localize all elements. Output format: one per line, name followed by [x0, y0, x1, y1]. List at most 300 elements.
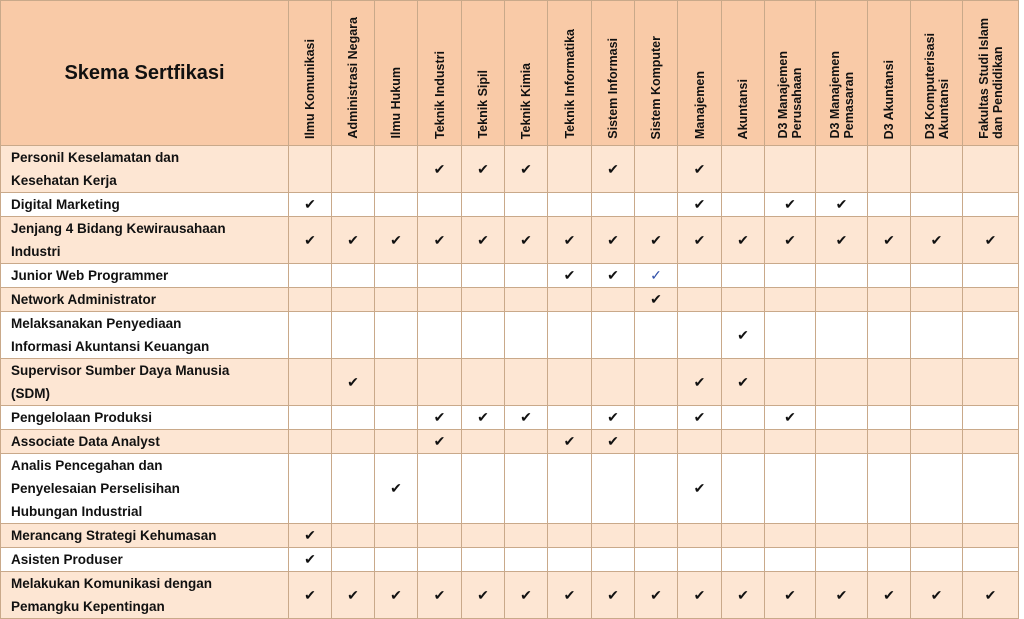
table-cell: [505, 406, 548, 430]
table-cell: [289, 288, 332, 312]
column-header-label: D3 Manajemen Pemasaran: [827, 51, 856, 139]
table-cell: [289, 312, 332, 359]
check-icon: ✔: [477, 586, 489, 603]
check-icon: ✔: [433, 433, 446, 449]
check-icon: ✔: [477, 231, 489, 248]
table-cell: [911, 312, 963, 359]
table-cell: [592, 359, 635, 406]
table-cell: [868, 264, 911, 288]
table-cell: [332, 146, 375, 193]
check-icon: ✔: [693, 409, 706, 425]
check-icon: ✔: [304, 586, 316, 603]
table-cell: [592, 524, 635, 548]
check-icon: ✔: [304, 527, 316, 543]
table-cell: [548, 264, 592, 288]
table-cell: [418, 454, 462, 524]
table-cell: [462, 430, 505, 454]
check-icon: ✔: [883, 231, 895, 248]
table-cell: [418, 548, 462, 572]
table-cell: [816, 359, 868, 406]
table-cell: [332, 524, 375, 548]
table-row: [1, 146, 1019, 193]
table-cell: [548, 217, 592, 264]
table-cell: [722, 572, 765, 619]
check-icon: ✔: [607, 433, 619, 449]
table-cell: [816, 406, 868, 430]
check-icon: ✔: [607, 409, 619, 425]
table-cell: [722, 524, 765, 548]
table-cell: [592, 193, 635, 217]
check-icon: ✔: [693, 373, 706, 390]
check-icon: ✔: [784, 409, 796, 425]
check-icon: ✔: [390, 480, 402, 496]
table-cell: [635, 193, 678, 217]
check-icon: ✔: [304, 196, 316, 212]
column-header: [418, 1, 462, 146]
table-cell: [816, 524, 868, 548]
check-icon: ✔: [304, 551, 316, 567]
table-cell: [592, 430, 635, 454]
table-cell: [678, 217, 722, 264]
table-cell: [505, 288, 548, 312]
table-cell: [548, 524, 592, 548]
check-icon: ✔: [883, 586, 895, 603]
table-cell: [289, 264, 332, 288]
check-icon: ✔: [433, 231, 446, 248]
column-header-label: Manajemen: [692, 70, 707, 139]
column-header: [868, 1, 911, 146]
table-cell: [816, 572, 868, 619]
check-icon: ✔: [433, 586, 446, 603]
check-icon: ✔: [984, 231, 997, 248]
table-cell: [332, 454, 375, 524]
table-cell: [635, 430, 678, 454]
check-icon: ✔: [563, 267, 576, 283]
table-cell: [722, 406, 765, 430]
table-cell: [418, 288, 462, 312]
table-cell: [635, 359, 678, 406]
table-cell: [868, 312, 911, 359]
check-icon: ✔: [835, 231, 848, 248]
check-icon: ✔: [347, 586, 359, 603]
table-cell: [375, 406, 418, 430]
table-cell: [765, 359, 816, 406]
table-cell: [722, 217, 765, 264]
table-cell: [505, 264, 548, 288]
row-label: Jenjang 4 Bidang Kewirausahaan Industri: [1, 217, 289, 264]
table-cell: [375, 524, 418, 548]
column-header: [635, 1, 678, 146]
row-label: Analis Pencegahan dan Penyelesaian Perselisihan Hubungan Industrial: [1, 454, 289, 524]
table-cell: [592, 454, 635, 524]
table-cell: [505, 359, 548, 406]
table-cell: [462, 359, 505, 406]
table-cell: [505, 454, 548, 524]
table-cell: [635, 217, 678, 264]
table-cell: [375, 217, 418, 264]
table-cell: [592, 146, 635, 193]
column-header: [289, 1, 332, 146]
table-cell: [678, 288, 722, 312]
table-cell: [722, 288, 765, 312]
table-cell: [635, 406, 678, 430]
table-cell: [963, 359, 1019, 406]
table-cell: [592, 572, 635, 619]
table-cell: [289, 406, 332, 430]
table-cell: [375, 193, 418, 217]
table-row: [1, 406, 1019, 430]
table-cell: [722, 454, 765, 524]
table-cell: [375, 264, 418, 288]
table-row: [1, 524, 1019, 548]
table-cell: [868, 524, 911, 548]
table-cell: [765, 146, 816, 193]
table-cell: [963, 217, 1019, 264]
table-cell: [678, 312, 722, 359]
table-cell: [963, 312, 1019, 359]
table-cell: [375, 312, 418, 359]
check-icon: ✔: [930, 231, 943, 248]
table-cell: [868, 572, 911, 619]
column-header-label: D3 Manajemen Perusahaan: [776, 51, 804, 139]
column-header-label: Teknik Kimia: [519, 62, 533, 139]
table-cell: [375, 288, 418, 312]
column-header: [375, 1, 418, 146]
table-cell: [332, 217, 375, 264]
table-cell: [462, 146, 505, 193]
table-cell: [816, 430, 868, 454]
table-cell: [548, 146, 592, 193]
table-cell: [678, 572, 722, 619]
table-cell: [963, 264, 1019, 288]
column-header: [911, 1, 963, 146]
table-cell: [911, 288, 963, 312]
table-cell: [678, 146, 722, 193]
table-cell: [289, 454, 332, 524]
table-cell: [816, 454, 868, 524]
table-cell: [678, 430, 722, 454]
column-header-label: Teknik Informatika: [562, 29, 577, 139]
table-cell: [678, 406, 722, 430]
table-cell: [289, 359, 332, 406]
table-cell: [963, 572, 1019, 619]
table-cell: [462, 264, 505, 288]
table-cell: [375, 548, 418, 572]
table-cell: [289, 572, 332, 619]
check-icon: ✔: [563, 586, 576, 603]
table-cell: [765, 217, 816, 264]
row-label: Pengelolaan Produksi: [1, 406, 289, 430]
check-icon: ✔: [835, 586, 848, 603]
table-cell: [816, 312, 868, 359]
table-cell: [868, 406, 911, 430]
check-icon: ✔: [693, 586, 706, 603]
table-cell: [678, 359, 722, 406]
table-cell: [418, 264, 462, 288]
table-cell: [462, 454, 505, 524]
table-cell: [505, 524, 548, 548]
check-icon: ✔: [784, 196, 796, 212]
table-cell: [462, 572, 505, 619]
column-header: [722, 1, 765, 146]
table-cell: [911, 548, 963, 572]
table-cell: [722, 359, 765, 406]
table-cell: [418, 312, 462, 359]
table-cell: [592, 548, 635, 572]
table-cell: [505, 217, 548, 264]
table-cell: [868, 359, 911, 406]
column-header-label: Teknik Industri: [432, 51, 447, 139]
column-header: [592, 1, 635, 146]
table-cell: [548, 548, 592, 572]
check-icon: ✔: [930, 586, 943, 603]
column-header-label: Akuntansi: [736, 78, 750, 139]
column-header: [963, 1, 1019, 146]
row-label: Melakukan Komunikasi dengan Pemangku Kepentingan: [1, 572, 289, 619]
table-cell: [765, 548, 816, 572]
table-cell: [963, 548, 1019, 572]
check-icon: ✔: [304, 231, 316, 248]
table-cell: [911, 524, 963, 548]
table-cell: [505, 312, 548, 359]
column-header: [816, 1, 868, 146]
check-icon: ✔: [607, 586, 619, 603]
table-cell: [375, 146, 418, 193]
check-icon: ✔: [984, 586, 997, 603]
table-title: Skema Sertfikasi: [1, 1, 289, 146]
check-icon: ✓: [650, 267, 662, 283]
table-cell: [911, 264, 963, 288]
table-cell: [418, 524, 462, 548]
column-header: [332, 1, 375, 146]
column-header-label: Teknik Sipil: [476, 70, 490, 139]
table-row: [1, 548, 1019, 572]
check-icon: ✔: [477, 160, 489, 177]
table-cell: [911, 217, 963, 264]
check-icon: ✔: [433, 160, 446, 177]
table-cell: [678, 454, 722, 524]
table-cell: [332, 288, 375, 312]
table-cell: [816, 146, 868, 193]
table-cell: [332, 264, 375, 288]
column-header: [462, 1, 505, 146]
table-cell: [678, 193, 722, 217]
table-cell: [635, 524, 678, 548]
table-row: [1, 217, 1019, 264]
check-icon: ✔: [347, 373, 359, 390]
check-icon: ✔: [693, 160, 706, 177]
row-label: Network Administrator: [1, 288, 289, 312]
table-cell: [635, 572, 678, 619]
table-row: [1, 312, 1019, 359]
column-header-label: D3 Komputerisasi Akuntansi: [922, 32, 951, 139]
table-cell: [868, 430, 911, 454]
table-cell: [765, 288, 816, 312]
table-cell: [462, 548, 505, 572]
table-cell: [635, 548, 678, 572]
table-cell: [592, 406, 635, 430]
table-cell: [548, 430, 592, 454]
table-cell: [375, 572, 418, 619]
table-cell: [418, 430, 462, 454]
table-cell: [462, 406, 505, 430]
table-cell: [635, 288, 678, 312]
check-icon: ✔: [520, 586, 532, 603]
table-cell: [963, 454, 1019, 524]
table-cell: [375, 359, 418, 406]
table-cell: [289, 524, 332, 548]
table-cell: [963, 524, 1019, 548]
table-cell: [868, 548, 911, 572]
table-cell: [963, 406, 1019, 430]
row-label: Asisten Produser: [1, 548, 289, 572]
check-icon: ✔: [607, 160, 619, 177]
table-row: [1, 359, 1019, 406]
table-cell: [765, 193, 816, 217]
table-cell: [868, 454, 911, 524]
table-cell: [418, 217, 462, 264]
table-cell: [332, 430, 375, 454]
column-header-label: Fakultas Studi Islam dan Pendidikan: [976, 18, 1005, 139]
table-cell: [548, 359, 592, 406]
table-cell: [765, 454, 816, 524]
table-cell: [592, 288, 635, 312]
table-cell: [289, 146, 332, 193]
table-cell: [548, 454, 592, 524]
table-cell: [911, 406, 963, 430]
check-icon: ✔: [737, 373, 749, 390]
column-header: [548, 1, 592, 146]
column-header: [765, 1, 816, 146]
column-header-label: Administrasi Negara: [346, 17, 360, 139]
table-cell: [816, 264, 868, 288]
header-row: [1, 1, 1019, 146]
check-icon: ✔: [520, 409, 532, 425]
check-icon: ✔: [347, 231, 359, 248]
table-cell: [816, 548, 868, 572]
check-icon: ✔: [650, 231, 662, 248]
table-cell: [868, 217, 911, 264]
table-cell: [816, 217, 868, 264]
check-icon: ✔: [784, 231, 796, 248]
table-cell: [765, 430, 816, 454]
column-header-label: Sistem Komputer: [649, 35, 663, 139]
table-cell: [911, 359, 963, 406]
table-cell: [816, 288, 868, 312]
table-cell: [289, 193, 332, 217]
table-cell: [963, 193, 1019, 217]
table-cell: [332, 312, 375, 359]
column-header: [678, 1, 722, 146]
table-row: [1, 264, 1019, 288]
table-cell: [635, 264, 678, 288]
column-header-label: Ilmu Hukum: [389, 67, 403, 139]
table-cell: [911, 454, 963, 524]
check-icon: ✔: [737, 231, 749, 248]
table-cell: [678, 524, 722, 548]
row-label: Supervisor Sumber Daya Manusia (SDM): [1, 359, 289, 406]
check-icon: ✔: [835, 196, 848, 212]
table-cell: [868, 193, 911, 217]
table-cell: [765, 572, 816, 619]
table-cell: [678, 548, 722, 572]
check-icon: ✔: [650, 291, 662, 307]
table-cell: [332, 548, 375, 572]
table-cell: [722, 264, 765, 288]
row-label: Merancang Strategi Kehumasan: [1, 524, 289, 548]
table-cell: [462, 193, 505, 217]
table-cell: [462, 524, 505, 548]
table-cell: [332, 572, 375, 619]
table-cell: [332, 406, 375, 430]
table-cell: [418, 359, 462, 406]
table-cell: [722, 430, 765, 454]
check-icon: ✔: [693, 480, 706, 496]
table-cell: [505, 146, 548, 193]
table-cell: [722, 312, 765, 359]
table-cell: [505, 572, 548, 619]
table-cell: [418, 146, 462, 193]
table-cell: [635, 454, 678, 524]
check-icon: ✔: [693, 231, 706, 248]
column-header-label: Sistem Informasi: [606, 38, 620, 139]
table-cell: [375, 454, 418, 524]
table-cell: [462, 288, 505, 312]
table-cell: [375, 430, 418, 454]
check-icon: ✔: [693, 196, 706, 212]
table-cell: [289, 430, 332, 454]
table-row: [1, 193, 1019, 217]
check-icon: ✔: [784, 586, 796, 603]
table-cell: [548, 406, 592, 430]
check-icon: ✔: [737, 586, 749, 603]
table-cell: [332, 193, 375, 217]
check-icon: ✔: [520, 160, 532, 177]
table-cell: [911, 430, 963, 454]
table-cell: [418, 193, 462, 217]
table-cell: [332, 359, 375, 406]
column-header-label: Ilmu Komunikasi: [303, 38, 317, 139]
check-icon: ✔: [390, 586, 402, 603]
table-cell: [635, 146, 678, 193]
table-cell: [963, 430, 1019, 454]
table-cell: [963, 288, 1019, 312]
table-cell: [289, 548, 332, 572]
table-cell: [722, 146, 765, 193]
row-label: Digital Marketing: [1, 193, 289, 217]
check-icon: ✔: [433, 409, 446, 425]
table-cell: [548, 572, 592, 619]
table-cell: [289, 217, 332, 264]
table-cell: [548, 312, 592, 359]
column-header: [505, 1, 548, 146]
table-cell: [592, 312, 635, 359]
table-cell: [462, 312, 505, 359]
check-icon: ✔: [737, 326, 749, 343]
table-row: [1, 454, 1019, 524]
table-cell: [911, 146, 963, 193]
check-icon: ✔: [607, 231, 619, 248]
table-cell: [765, 406, 816, 430]
check-icon: ✔: [650, 586, 662, 603]
table-cell: [505, 548, 548, 572]
check-icon: ✔: [563, 433, 576, 449]
row-label: Associate Data Analyst: [1, 430, 289, 454]
row-label: Personil Keselamatan dan Kesehatan Kerja: [1, 146, 289, 193]
table-cell: [592, 264, 635, 288]
table-cell: [765, 264, 816, 288]
table-cell: [868, 288, 911, 312]
